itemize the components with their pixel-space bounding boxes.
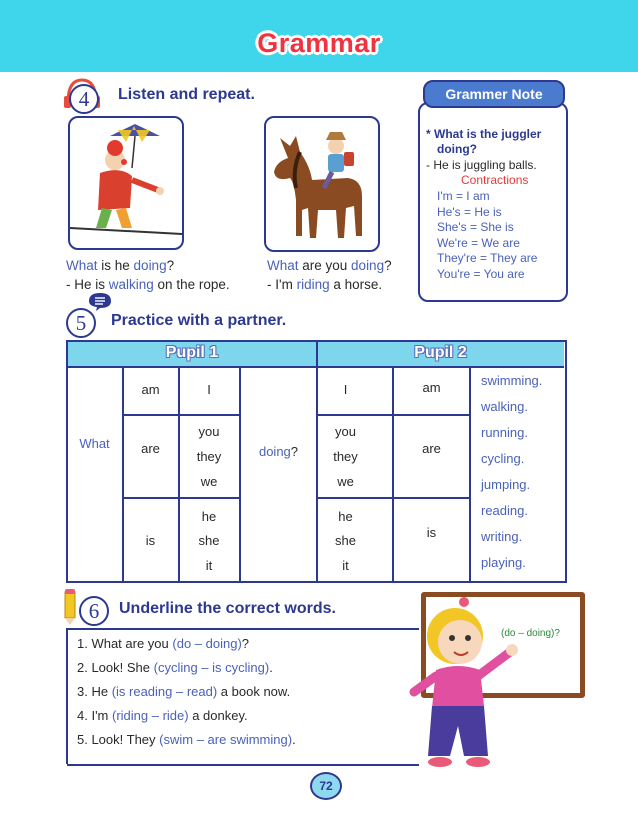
pupil-2-header: Pupil 2 bbox=[414, 344, 467, 361]
clown-picture bbox=[68, 116, 184, 250]
action-word: jumping. bbox=[481, 477, 531, 492]
section-6-number: 6 bbox=[79, 596, 109, 626]
whiteboard-text: (do – doing)? bbox=[501, 628, 560, 639]
contraction-short: I'm bbox=[437, 189, 453, 203]
exercise-text: 2. Look! She bbox=[77, 660, 154, 675]
horse-picture bbox=[264, 116, 380, 252]
col-line bbox=[469, 366, 471, 581]
exercise-text: ? bbox=[241, 636, 250, 651]
exercise-choice: (swim – are swimming) bbox=[159, 732, 293, 747]
contraction-verb: are bbox=[520, 251, 538, 265]
action-word: playing. bbox=[481, 555, 526, 570]
contraction-row bbox=[437, 189, 490, 205]
contraction-short: They're bbox=[437, 251, 477, 265]
subject2-cell: it bbox=[342, 558, 349, 573]
exercise-text: . bbox=[269, 660, 273, 675]
action-word: reading. bbox=[481, 503, 528, 518]
right-question bbox=[267, 256, 392, 275]
contraction-verb: are bbox=[507, 267, 525, 281]
verb2-cell: are bbox=[422, 441, 441, 456]
contraction-verb: am bbox=[472, 189, 490, 203]
contraction-row bbox=[437, 267, 525, 283]
left-q-end: ? bbox=[166, 258, 175, 273]
contraction-verb: are bbox=[502, 236, 520, 250]
col-line bbox=[392, 366, 394, 581]
girl-illustration bbox=[400, 596, 530, 776]
right-q-end: ? bbox=[384, 258, 392, 273]
what-cell: What bbox=[79, 436, 110, 451]
contraction-row bbox=[437, 205, 502, 221]
horse-rider-illustration bbox=[266, 118, 378, 250]
verb1-cell: am bbox=[141, 382, 160, 397]
subject1-cell: he bbox=[201, 509, 217, 524]
left-a-end: on the rope. bbox=[153, 277, 230, 292]
verb2-cell: am bbox=[422, 380, 441, 395]
note-question: * What is the juggler bbox=[426, 127, 542, 141]
section-6-heading: Underline the correct words. bbox=[119, 600, 336, 617]
verb2-cell: is bbox=[426, 525, 437, 540]
exercise-text: 1. What are you bbox=[77, 636, 173, 651]
right-q-what: What bbox=[267, 258, 299, 273]
note-contractions-title: Contractions bbox=[461, 173, 529, 187]
exercise-text: a book now. bbox=[217, 684, 291, 699]
subject2-cell: they bbox=[333, 449, 358, 464]
note-answer: - He is juggling balls. bbox=[426, 158, 537, 172]
col-line bbox=[239, 366, 241, 581]
clown-illustration bbox=[70, 118, 182, 248]
pencil-icon bbox=[62, 588, 78, 626]
subject1-cell: she bbox=[198, 533, 220, 548]
left-a-start: - He is bbox=[66, 277, 109, 292]
subject2-cell: he bbox=[338, 509, 353, 524]
page-title: Grammar bbox=[257, 28, 381, 58]
subject1-cell: it bbox=[205, 558, 213, 573]
exercise-choice: (is reading – read) bbox=[111, 684, 218, 699]
contraction-eq: = I bbox=[452, 189, 473, 203]
section-5-number: 5 bbox=[66, 308, 96, 338]
right-answer bbox=[267, 275, 382, 294]
section-5-heading: Practice with a partner. bbox=[111, 312, 287, 329]
right-q-mid: are you bbox=[298, 258, 352, 273]
contraction-eq: = He bbox=[460, 205, 493, 219]
left-a-verb: walking bbox=[108, 277, 154, 292]
contraction-short: She's bbox=[437, 220, 467, 234]
action-word: cycling. bbox=[481, 451, 525, 466]
contraction-eq: = We bbox=[467, 236, 503, 250]
row-line bbox=[122, 497, 240, 499]
exercise-text: 4. I'm bbox=[77, 708, 112, 723]
left-q-doing: doing bbox=[133, 258, 167, 273]
action-word: swimming. bbox=[481, 373, 543, 388]
contraction-row bbox=[437, 251, 537, 267]
section-4-heading: Listen and repeat. bbox=[118, 86, 255, 103]
exercise-text: 5. Look! They bbox=[77, 732, 160, 747]
exercise-item bbox=[77, 684, 290, 700]
action-word: writing. bbox=[481, 529, 523, 544]
subject2-cell: we bbox=[337, 474, 354, 489]
exercise-item bbox=[77, 732, 296, 748]
right-a-verb: riding bbox=[296, 277, 330, 292]
left-question bbox=[66, 256, 174, 275]
subject1-cell: I bbox=[207, 382, 211, 397]
left-q-mid: is he bbox=[97, 258, 134, 273]
exercise-item bbox=[77, 708, 248, 724]
contraction-short: We're bbox=[437, 236, 468, 250]
question-mark: ? bbox=[290, 444, 299, 459]
doing-cell bbox=[241, 444, 316, 459]
contraction-verb: is bbox=[493, 205, 502, 219]
contraction-row bbox=[437, 220, 514, 236]
contraction-short: He's bbox=[437, 205, 461, 219]
right-a-start: - I'm bbox=[267, 277, 297, 292]
row-line bbox=[317, 497, 470, 499]
subject2-cell: she bbox=[335, 533, 356, 548]
speech-bubble-icon bbox=[88, 292, 112, 312]
note-question-2: doing? bbox=[437, 142, 477, 156]
subject1-cell: we bbox=[200, 474, 218, 489]
pupil-1-header: Pupil 1 bbox=[165, 344, 219, 361]
grammar-note-tab: Grammer Note bbox=[423, 80, 565, 108]
verb1-cell: is bbox=[145, 533, 156, 548]
contraction-eq: = She bbox=[466, 220, 506, 234]
subject1-cell: you bbox=[198, 424, 220, 439]
contraction-verb: is bbox=[505, 220, 514, 234]
contraction-eq: = They bbox=[476, 251, 521, 265]
exercise-text: . bbox=[292, 732, 296, 747]
contraction-eq: = You bbox=[470, 267, 508, 281]
page-number: 72 bbox=[310, 772, 342, 800]
exercise-choice: (do – doing) bbox=[172, 636, 242, 651]
action-word: walking. bbox=[481, 399, 528, 414]
exercise-choice: (riding – ride) bbox=[112, 708, 189, 723]
exercise-item bbox=[77, 660, 273, 676]
right-q-doing: doing bbox=[351, 258, 385, 273]
exercise-item bbox=[77, 636, 249, 652]
subject2-cell: you bbox=[335, 424, 356, 439]
right-a-end: a horse. bbox=[329, 277, 383, 292]
exercise-text: 3. He bbox=[77, 684, 112, 699]
contraction-short: You're bbox=[437, 267, 471, 281]
section-4-number: 4 bbox=[69, 84, 99, 114]
doing-word: doing bbox=[258, 444, 291, 459]
contraction-row bbox=[437, 236, 520, 252]
subject1-cell: they bbox=[196, 449, 222, 464]
exercise-choice: (cycling – is cycling) bbox=[153, 660, 270, 675]
exercise-text: a donkey. bbox=[188, 708, 248, 723]
exercise-box-left bbox=[66, 628, 68, 764]
col-line bbox=[122, 366, 124, 581]
row-line bbox=[122, 414, 240, 416]
row-line bbox=[317, 414, 470, 416]
verb1-cell: are bbox=[141, 441, 160, 456]
subject2-cell: I bbox=[343, 382, 348, 397]
action-word: running. bbox=[481, 425, 528, 440]
left-q-what: What bbox=[66, 258, 98, 273]
